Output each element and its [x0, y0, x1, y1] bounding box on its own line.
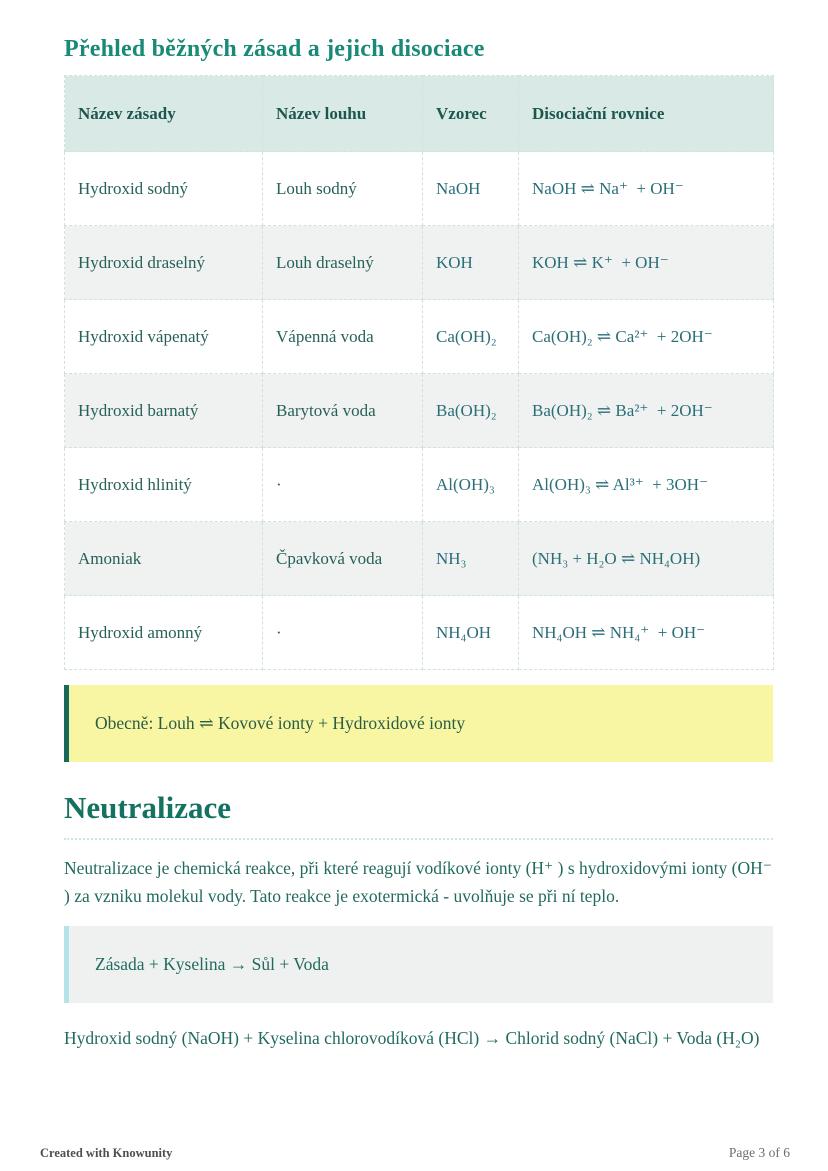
- table-row: [65, 374, 774, 448]
- cell-vzorec: NaOH: [423, 152, 519, 226]
- table-row: [65, 226, 774, 300]
- cell-vzorec: KOH: [423, 226, 519, 300]
- column-header-nazev-louhu: Název louhu: [263, 76, 423, 152]
- cell-nazev-louhu: ·: [263, 448, 423, 522]
- general-rule-text: Obecně: Louh ⇌ Kovové ionty + Hydroxidové ionty: [95, 713, 466, 733]
- page-footer: [40, 1145, 790, 1161]
- cell-nazev-louhu: Čpavková voda: [263, 522, 423, 596]
- column-header-vzorec: Vzorec: [423, 76, 519, 152]
- table-row: [65, 152, 774, 226]
- cell-nazev-zasady: Hydroxid draselný: [65, 226, 263, 300]
- cell-vzorec: NH₃: [423, 522, 519, 596]
- footer-page-number: Page 3 of 6: [728, 1145, 790, 1160]
- cell-nazev-louhu: Louh draselný: [263, 226, 423, 300]
- table-row: [65, 522, 774, 596]
- cell-nazev-zasady: Hydroxid barnatý: [65, 374, 263, 448]
- neutralization-equation-text: Zásada + Kyselina → Sůl + Voda: [95, 954, 329, 974]
- cell-rovnice: NH₄OH ⇌ NH₄⁺ + OH⁻: [519, 596, 774, 670]
- cell-nazev-zasady: Hydroxid amonný: [65, 596, 263, 670]
- cell-vzorec: Ca(OH)₂: [423, 300, 519, 374]
- neutralization-paragraph: Neutralizace je chemická reakce, při které reagují vodíkové ionty (H⁺ ) s hydroxidovými ionty (OH⁻ ) za vzniku molekul vody. Tato reakce je exotermická - uvolňuje se při ní teplo.: [64, 858, 773, 906]
- cell-vzorec: Ba(OH)₂: [423, 374, 519, 448]
- page-title: Přehled běžných zásad a jejich disociace: [64, 36, 485, 62]
- table-row: [65, 300, 774, 374]
- column-header-disociacni-rovnice: Disociační rovnice: [519, 76, 774, 152]
- table-row: [65, 448, 774, 522]
- table-header-row: [65, 76, 774, 152]
- cell-nazev-zasady: Hydroxid hlinitý: [65, 448, 263, 522]
- section-title-neutralizace: Neutralizace: [64, 790, 773, 840]
- footer-branding: Created with Knowunity: [40, 1146, 173, 1160]
- table-row: [65, 596, 774, 670]
- cell-nazev-zasady: Amoniak: [65, 522, 263, 596]
- cell-nazev-louhu: Vápenná voda: [263, 300, 423, 374]
- cell-vzorec: NH₄OH: [423, 596, 519, 670]
- cell-nazev-zasady: Hydroxid vápenatý: [65, 300, 263, 374]
- cell-rovnice: (NH₃ + H₂O ⇌ NH₄OH): [519, 522, 774, 596]
- cell-rovnice: Ca(OH)₂ ⇌ Ca²⁺ + 2OH⁻: [519, 300, 774, 374]
- bases-dissociation-table: [64, 75, 774, 670]
- cell-rovnice: Al(OH)₃ ⇌ Al³⁺ + 3OH⁻: [519, 448, 774, 522]
- cell-nazev-louhu: Barytová voda: [263, 374, 423, 448]
- cell-nazev-zasady: Hydroxid sodný: [65, 152, 263, 226]
- cell-nazev-louhu: Louh sodný: [263, 152, 423, 226]
- cell-rovnice: KOH ⇌ K⁺ + OH⁻: [519, 226, 774, 300]
- cell-nazev-louhu: ·: [263, 596, 423, 670]
- column-header-nazev-zasady: Název zásady: [65, 76, 263, 152]
- cell-vzorec: Al(OH)₃: [423, 448, 519, 522]
- neutralization-equation-callout: [64, 926, 773, 1003]
- cell-rovnice: NaOH ⇌ Na⁺ + OH⁻: [519, 152, 774, 226]
- general-rule-callout: [64, 685, 773, 762]
- example-equation: Hydroxid sodný (NaOH) + Kyselina chlorovodíková (HCl) → Chlorid sodný (NaCl) + Voda (H₂O): [64, 1028, 760, 1048]
- cell-rovnice: Ba(OH)₂ ⇌ Ba²⁺ + 2OH⁻: [519, 374, 774, 448]
